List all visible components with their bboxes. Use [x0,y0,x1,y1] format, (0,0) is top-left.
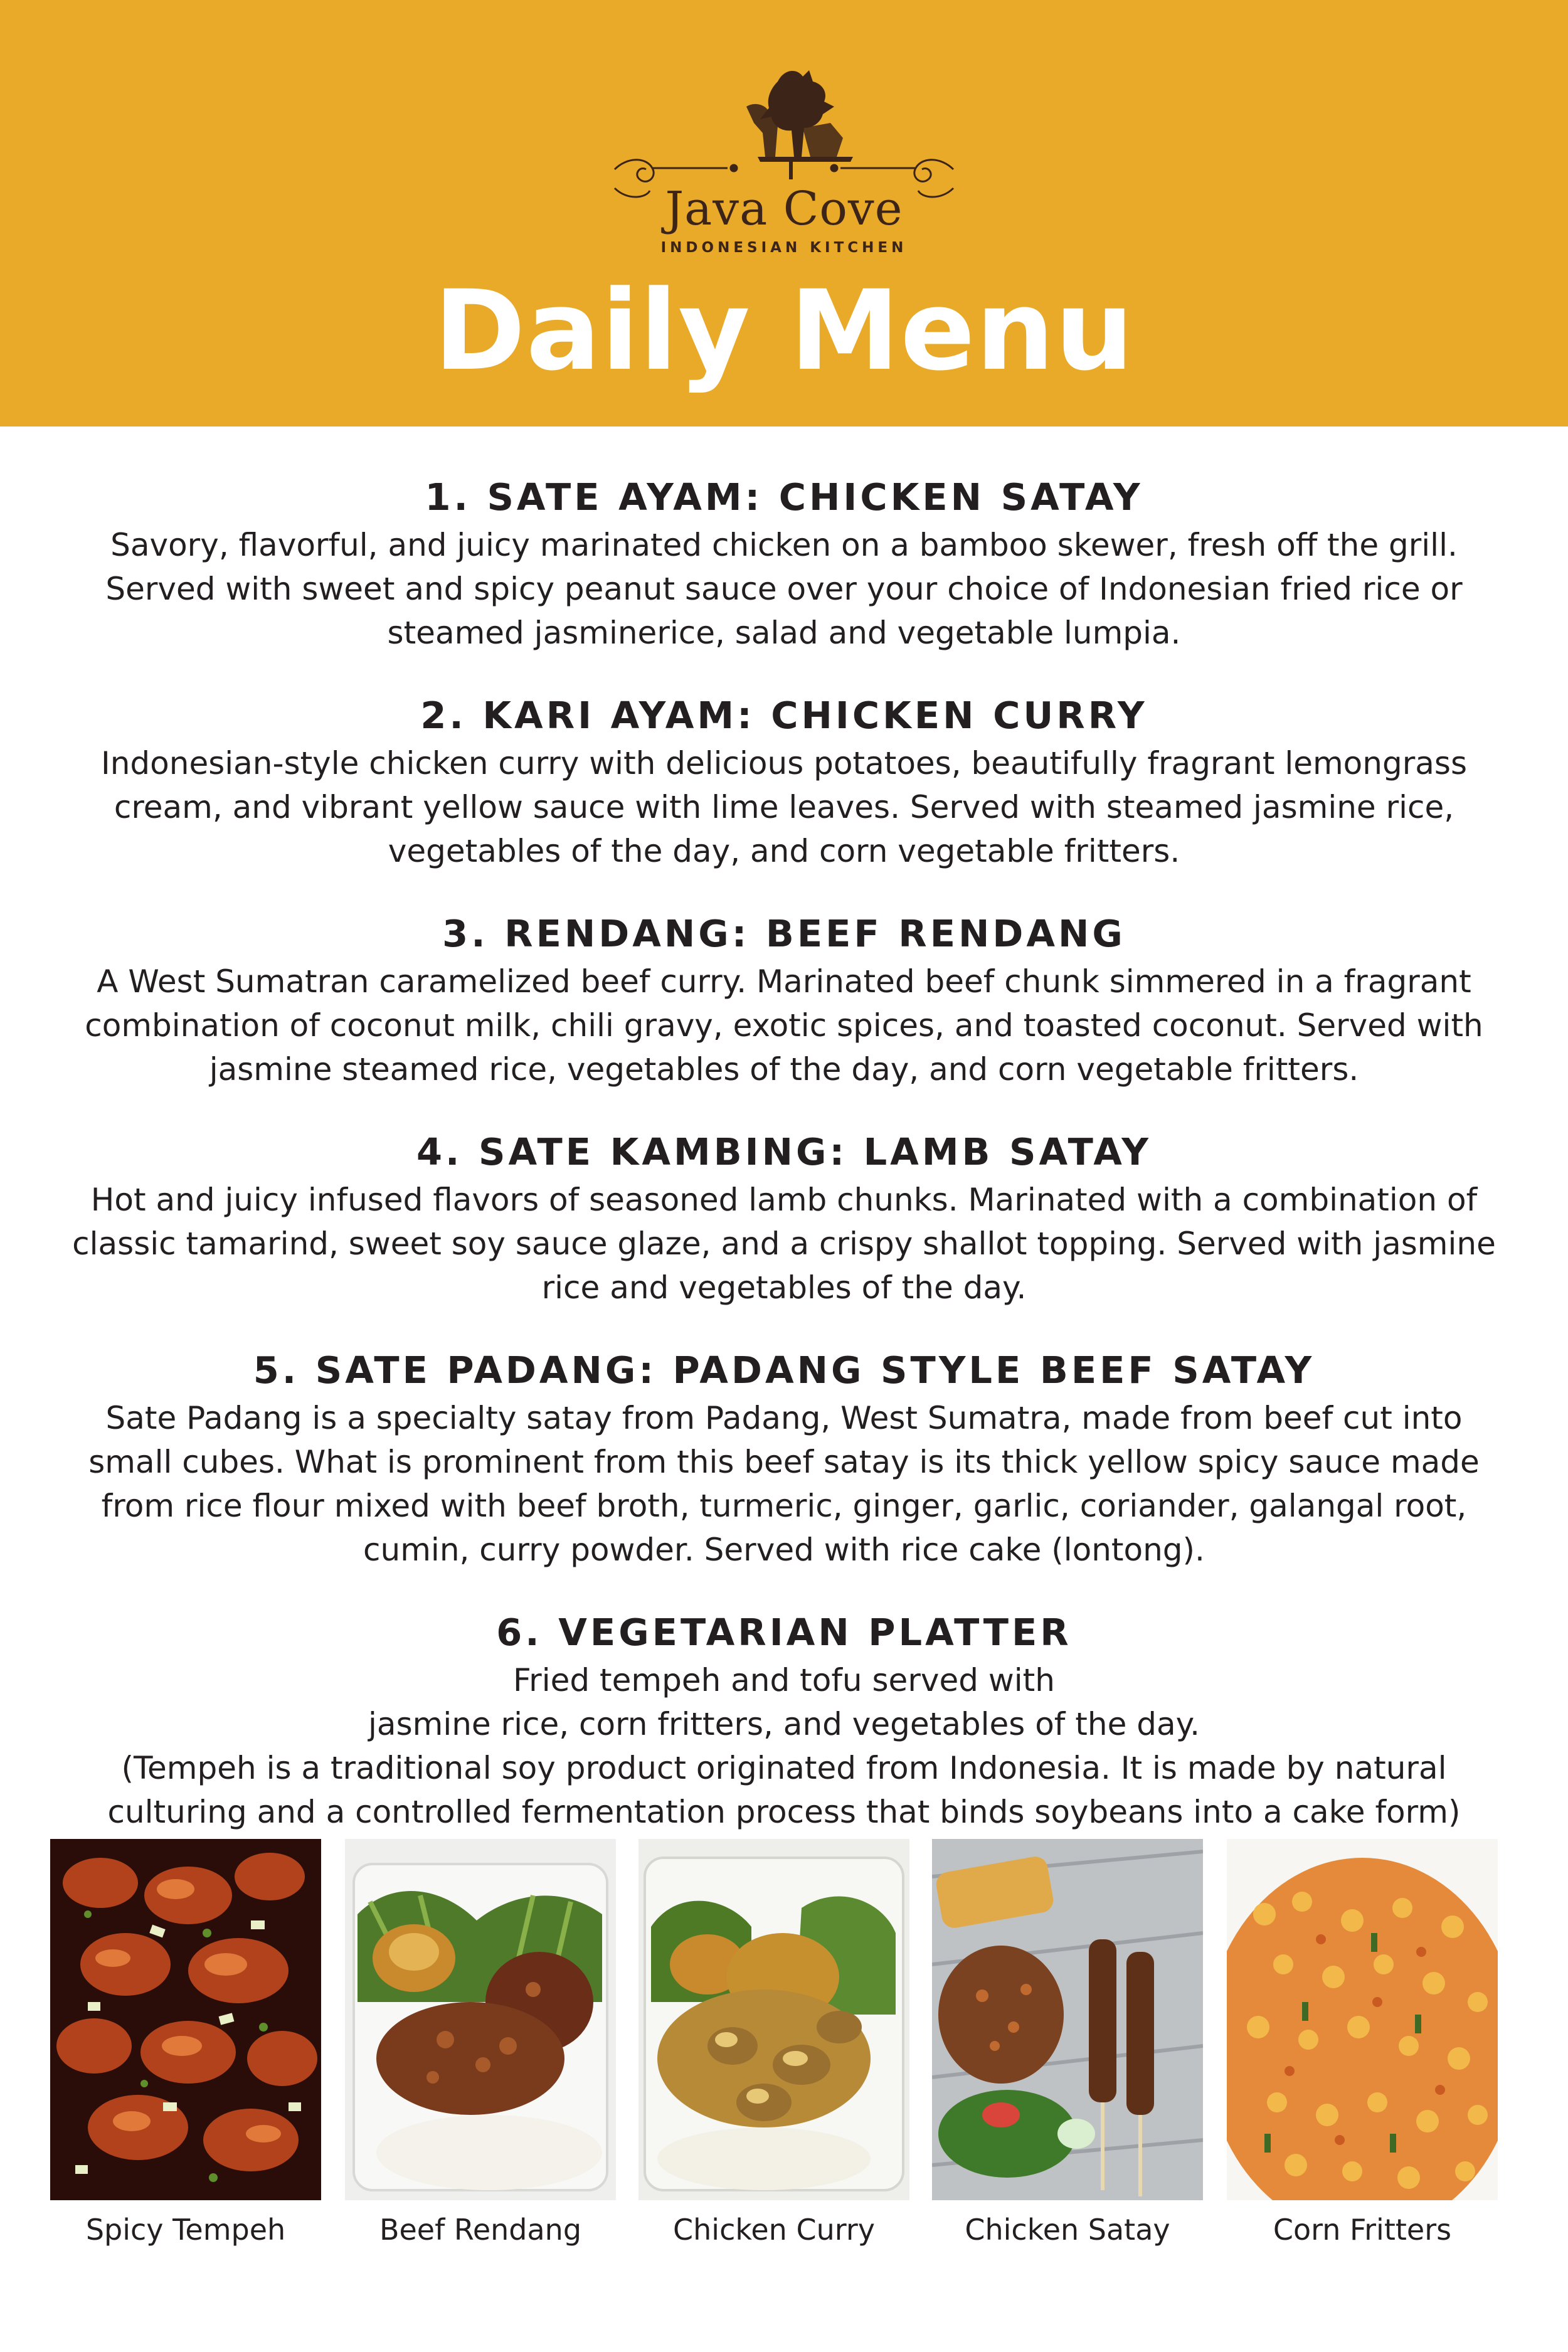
spicy-tempeh-photo [50,1839,321,2200]
menu-item [44,1345,1524,1572]
brand-name: Java Cove [665,182,903,236]
menu-item [44,1126,1524,1310]
menu-item-description: Sate Padang is a specialty satay from Padang, West Sumatra, made from beef cut into small cubes. What is prominent from this beef satay is its thick yellow spicy sauce made from rice flour mixed with beef broth, turmeric, ginger, garlic, coriander, galangal root, cumin, curry powder. Served with rice cake (lontong). [88,1400,1480,1568]
menu-item-description: Hot and juicy infused flavors of seasoned lamb chunks. Marinated with a combination of classic tamarind, sweet soy sauce glaze, and a crispy shallot topping. Served with jasmine rice and vegetables of the day. [72,1182,1496,1306]
menu-item-description: A West Sumatran caramelized beef curry. Marinated beef chunk simmered in a fragrant combination of coconut milk, chili gravy, exotic spices, and toasted coconut. Served with jasmine steamed rice, vegetables of the day, and corn vegetable fritters. [85,963,1483,1088]
photo-caption: Spicy Tempeh [85,2213,286,2247]
brand-subtitle: INDONESIAN KITCHEN [660,240,908,256]
corn-fritters-photo [1227,1839,1498,2200]
chicken-satay-photo [932,1839,1203,2200]
photo-caption: Chicken Satay [965,2213,1170,2247]
menu-item [44,472,1524,655]
menu-items [44,472,1524,1869]
menu-item-description: Savory, flavorful, and juicy marinated chicken on a bamboo skewer, fresh off the grill. Served with sweet and spicy peanut sauce over your choice of Indonesian fried rice or steamed jasminerice, salad and vegetable lumpia. [105,527,1463,651]
header-band [0,0,1568,426]
menu-item-title: 2. KARI AYAM: CHICKEN CURRY [420,694,1148,737]
chicken-curry-photo [638,1839,909,2200]
menu-item-description: Fried tempeh and tofu served with jasmine rice, corn fritters, and vegetables of the day. (Tempeh is a traditional soy product originated from Indonesia. It is made by natural culturing and a controlled fermentation process that binds soybeans into a cake form) [107,1662,1461,1830]
menu-item-title: 4. SATE KAMBING: LAMB SATAY [416,1130,1152,1173]
menu-item [44,690,1524,873]
photo-card [345,1839,616,2247]
menu-item-title: 3. RENDANG: BEEF RENDANG [442,912,1126,955]
menu-item-title: 6. VEGETARIAN PLATTER [496,1611,1072,1654]
menu-item-title: 5. SATE PADANG: PADANG STYLE BEEF SATAY [253,1348,1315,1392]
photo-card [638,1839,909,2247]
photo-strip [50,1839,1518,2253]
menu-item-description: Indonesian-style chicken curry with delicious potatoes, beautifully fragrant lemongrass cream, and vibrant yellow sauce with lime leaves. Served with steamed jasmine rice, vegetables of the day, and corn vegetable fritters. [100,745,1467,869]
photo-card [50,1839,321,2247]
photo-caption: Corn Fritters [1273,2213,1452,2247]
photo-card [932,1839,1203,2247]
menu-item-title: 1. SATE AYAM: CHICKEN SATAY [425,475,1143,519]
photo-card [1227,1839,1498,2247]
page-title: Daily Menu [433,267,1135,395]
beef-rendang-photo [345,1839,616,2200]
brand-logo [590,63,978,263]
photo-caption: Chicken Curry [673,2213,875,2247]
menu-item [44,1607,1524,1834]
photo-caption: Beef Rendang [379,2213,582,2247]
menu-item [44,908,1524,1091]
